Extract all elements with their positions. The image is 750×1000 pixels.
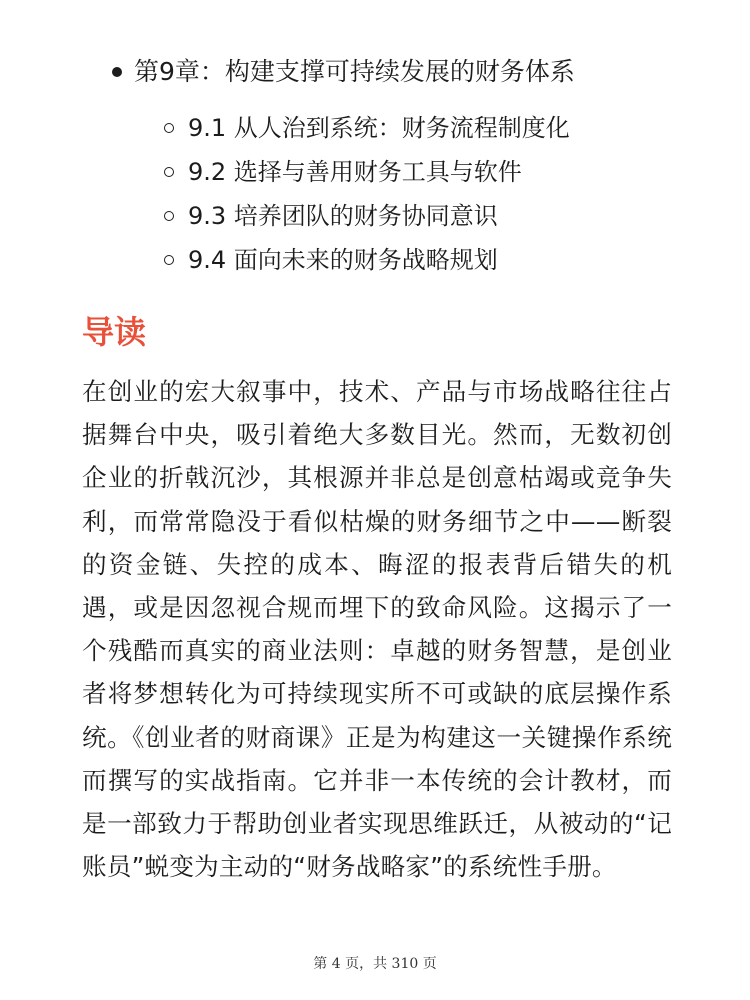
section-item	[164, 194, 570, 238]
section-item	[164, 150, 570, 194]
chapter-bullet-icon	[112, 67, 122, 77]
page-number: 第 4 页，共 310 页	[313, 956, 437, 972]
intro-heading: 导读	[82, 313, 147, 351]
section-item	[164, 238, 570, 282]
section-list	[164, 106, 570, 282]
section-item	[164, 106, 570, 150]
hollow-bullet-icon	[164, 167, 174, 177]
section-label: 9.3 培养团队的财务协同意识	[188, 202, 498, 230]
hollow-bullet-icon	[164, 255, 174, 265]
chapter-title: 第9章：构建支撑可持续发展的财务体系	[134, 57, 575, 86]
section-label: 9.1 从人治到系统：财务流程制度化	[188, 114, 570, 142]
section-label: 9.2 选择与善用财务工具与软件	[188, 158, 522, 186]
section-label: 9.4 面向未来的财务战略规划	[188, 246, 498, 274]
hollow-bullet-icon	[164, 123, 174, 133]
intro-paragraph: 在创业的宏大叙事中，技术、产品与市场战略往往占据舞台中央，吸引着绝大多数目光。然而，无数初创企业的折戟沉沙，其根源并非总是创意枯竭或竞争失利，而常常隐没于看似枯燥的财务细节之中——断裂的资金链、失控的成本、晦涩的报表背后错失的机遇，或是因忽视合规而埋下的致命风险。这揭示了一个残酷而真实的商业法则：卓越的财务智慧，是创业者将梦想转化为可持续现实所不可或缺的底层操作系统。《创业者的财商课》正是为构建这一关键操作系统而撰写的实战指南。它并非一本传统的会计教材，而是一部致力于帮助创业者实现思维跃迁，从被动的“记账员”蜕变为主动的“财务战略家”的系统性手册。	[82, 377, 672, 882]
hollow-bullet-icon	[164, 211, 174, 221]
